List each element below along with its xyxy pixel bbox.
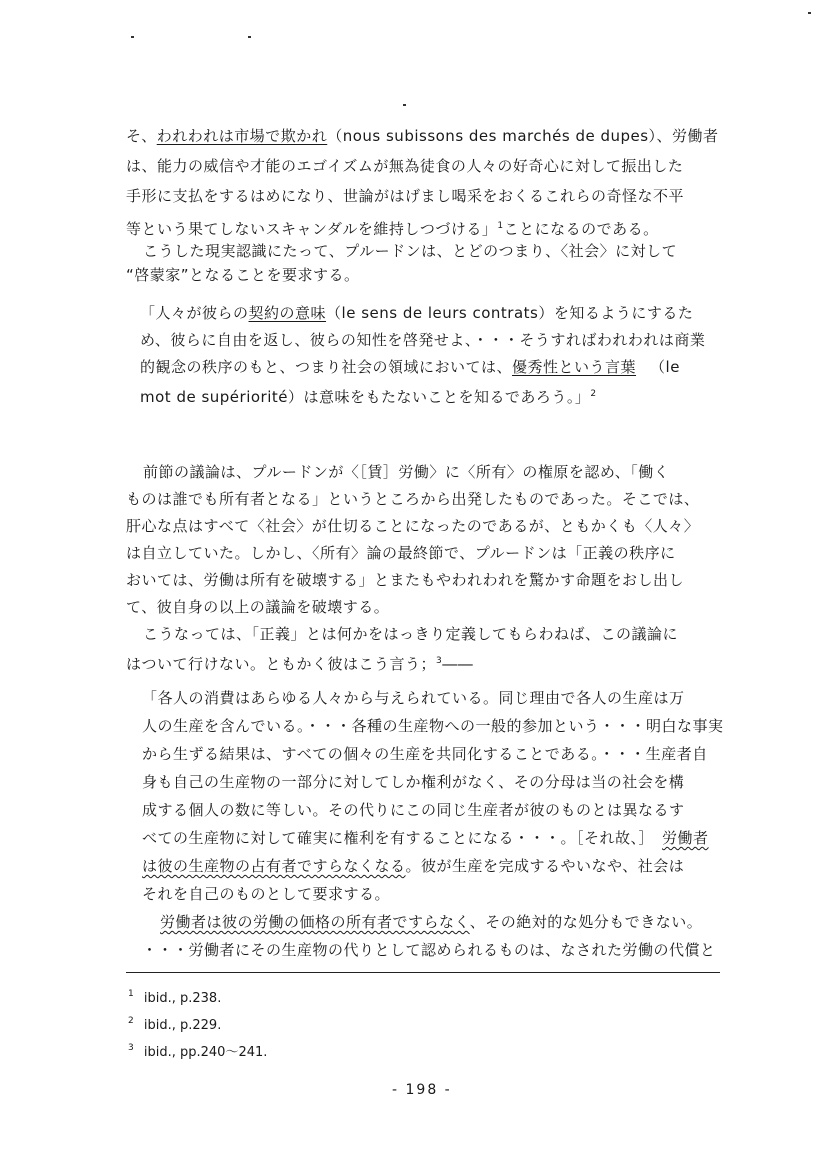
text-span: そ、 [126,127,157,145]
quote-line: 成する個人の数に等しい。その代りにこの同じ生産者が彼のものとは異なるす [142,801,685,819]
footnote-text: ibid., pp.240～241. [143,1045,268,1060]
footnote-ref: 3 [436,656,443,666]
body-line [126,216,659,239]
underlined-phrase: われわれは市場で欺かれ [156,127,328,145]
text-span: 「人々が彼らの [140,304,249,322]
body-line: て、彼自身の以上の議論を破壊する。 [126,598,390,616]
quote-line: め、彼らに自由を返し、彼らの知性を啓発せよ、・・・そうすればわれわれは商業 [140,331,706,349]
text-span: mot de supériorité）は意味をもたないことを知るであろう。」 [140,388,591,406]
text-span: 等という果てしないスキャンダルを維持しつづける」 [126,220,498,238]
body-line: 肝心な点はすべて〈社会〉が仕切ることになったのであるが、ともかくも〈人々〉 [126,517,700,535]
scan-speck [248,36,251,38]
body-line: は、能力の威信や才能のエゴイズムが無為徒食の人々の好奇心に対して振出した [126,157,684,175]
footnote-number: 2 [128,1016,134,1026]
footnote-divider [126,972,720,973]
footnote-number: 3 [128,1043,134,1053]
footnote [128,985,221,1008]
body-line: ものは誰でも所有者となる」というところから出発したものであった。そこでは、 [126,490,700,508]
quote-line: 人の生産を含んでいる。・・・各種の生産物への一般的参加という・・・明白な事実 [142,717,724,735]
body-line: は自立していた。しかし、〈所有〉論の最終節で、プルードンは「正義の秩序に [126,544,676,562]
footnote-number: 1 [128,989,134,999]
quote-line [142,856,684,876]
quote-line [142,828,709,848]
text-span: べての生産物に対して確実に権利を有することになる・・・。［それ故、］ [142,829,655,847]
quote-line: ・・・労働者にその生産物の代りとして認められるものは、なされた労働の代償と [142,941,716,959]
quote-line: それを自己のものとして要求する。 [142,885,391,903]
body-line [126,651,473,674]
quote-line [160,912,702,932]
quote-line [140,357,680,377]
quote-line [140,303,693,323]
body-line: 前節の議論は、プルードンが〈［賃］労働〉に〈所有〉の権原を認め、「働く [143,463,670,481]
footnote [128,1039,267,1062]
wavy-underlined-phrase: 労働者 [662,829,709,847]
quote-line: 「各人の消費はあらゆる人々から与えられている。同じ理由で各人の生産は万 [142,689,685,707]
footnote-ref: 2 [590,389,597,399]
text-span: はついて行けない。ともかく彼はこう言う； [126,655,437,673]
underlined-phrase: 契約の意味 [248,304,327,322]
quote-line [140,384,597,407]
body-line: こうした現実認識にたって、プルードンは、とどのつまり、〈社会〉に対して [143,242,678,260]
footnote [128,1012,221,1035]
text-span: （le sens de leurs contrats）を知るようにするた [326,304,694,322]
quote-line: から生ずる結果は、すべての個々の生産を共同化することである。・・・生産者自 [142,745,708,763]
quote-line: 身も自己の生産物の一部分に対してしか権利がなく、その分母は当の社会を構 [142,773,685,791]
text-span: 的観念の秩序のもと、つまり社会の領域においては、 [140,358,513,376]
wavy-underlined-phrase: は彼の生産物の占有者ですらなくなる [142,857,406,875]
text-span: 。彼が生産を完成するやいなや、社会は [405,857,685,875]
body-line: おいては、労働は所有を破壊する」とまたもやわれわれを驚かす命題をおし出し [126,571,685,589]
text-span: ―― [442,655,474,673]
scan-speck [403,104,406,106]
page-number: - 198 - [392,1082,452,1098]
footnote-ref: 1 [497,221,504,231]
body-line: こうなっては、「正義」とは何かをはっきり定義してもらわねば、この議論に [143,625,679,643]
text-span: ことになるのである。 [503,220,659,238]
body-line: 手形に支払をするはめになり、世論がはげまし喝采をおくるこれらの奇怪な不平 [126,187,685,205]
body-line: “啓蒙家”となることを要求する。 [126,266,360,284]
footnote-text: ibid., p.229. [143,1018,222,1033]
scan-speck [131,36,134,38]
wavy-underlined-phrase: 労働者は彼の労働の価格の所有者ですらなく [160,913,470,931]
body-line [126,126,719,146]
scan-speck [808,12,811,14]
footnote-text: ibid., p.238. [143,991,222,1006]
underlined-phrase: 優秀性という言葉 [512,358,637,376]
text-span: （nous subissons des marchés de dupes）、労働者 [327,127,719,145]
text-span: 、その絶対的な処分もできない。 [469,913,703,931]
text-span: （le [650,358,680,376]
